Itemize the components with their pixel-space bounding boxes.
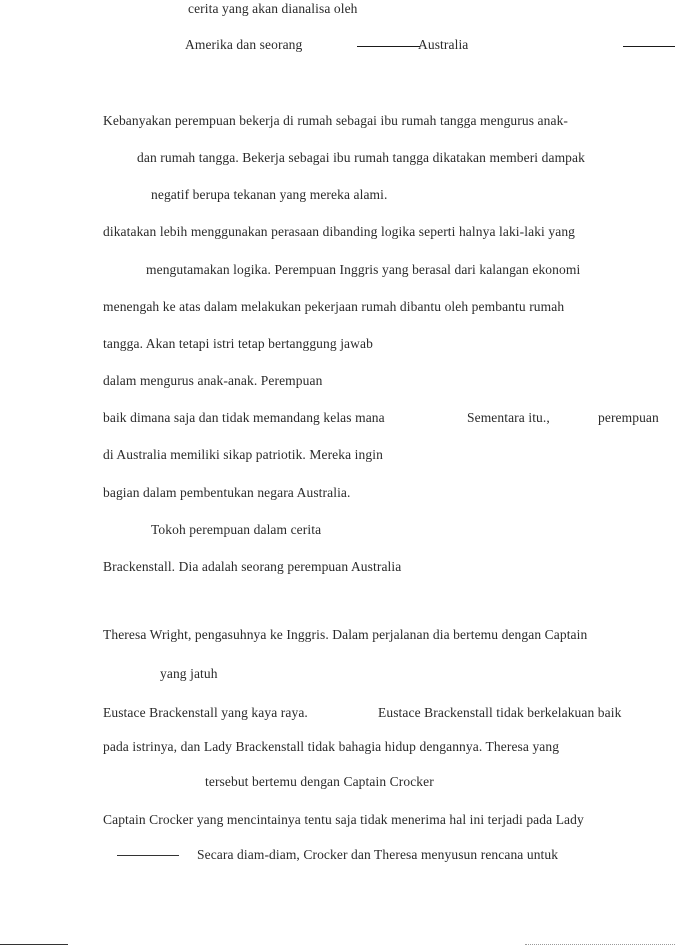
text-line: Sementara itu., [467, 410, 550, 425]
text-line: bagian dalam pembentukan negara Australia. [103, 485, 351, 500]
text-line: pada istrinya, dan Lady Brackenstall tidak bahagia hidup dengannya. Theresa yang [103, 739, 560, 754]
redaction-line [623, 46, 675, 47]
scan-artifact [525, 944, 675, 947]
text-line: yang jatuh [160, 666, 218, 681]
footnote-rule [0, 944, 68, 945]
text-line: Tokoh perempuan dalam cerita [151, 522, 322, 537]
text-line: baik dimana saja dan tidak memandang kelas mana [103, 410, 385, 425]
text-line: Brackenstall. Dia adalah seorang perempuan Australia [103, 559, 402, 574]
text-line-content: Kebanyakan perempuan bekerja di rumah sebagai ibu rumah tangga mengurus anak- [103, 113, 569, 128]
text-line: Eustace Brackenstall yang kaya raya. [103, 705, 308, 720]
text-line: Secara diam-diam, Crocker dan Theresa menyusun rencana untuk [197, 847, 559, 862]
text-line: dalam mengurus anak-anak. Perempuan [103, 373, 323, 388]
redaction-line [117, 855, 179, 856]
text-line: negatif berupa tekanan yang mereka alami. [151, 187, 388, 202]
text-line: dikatakan lebih menggunakan perasaan dibanding logika seperti halnya laki-laki yang [103, 224, 576, 239]
text-line: Eustace Brackenstall tidak berkelakuan baik [378, 705, 622, 720]
redaction-line [357, 46, 420, 47]
text-line [103, 113, 666, 129]
text-line: tangga. Akan tetapi istri tetap bertanggung jawab [103, 336, 373, 351]
text-line: menengah ke atas dalam melakukan pekerjaan rumah dibantu oleh pembantu rumah [103, 299, 565, 314]
text-line: perempuan [598, 410, 659, 425]
text-line: cerita yang akan dianalisa oleh [188, 1, 358, 16]
text-line: Australia [418, 37, 469, 52]
text-line: tersebut bertemu dengan Captain Crocker [205, 774, 434, 789]
text-line: Theresa Wright, pengasuhnya ke Inggris. Dalam perjalanan dia bertemu dengan Captain [103, 627, 588, 642]
text-line: mengutamakan logika. Perempuan Inggris yang berasal dari kalangan ekonomi [146, 262, 581, 277]
text-line: Amerika dan seorang [185, 37, 303, 52]
text-line: dan rumah tangga. Bekerja sebagai ibu rumah tangga dikatakan memberi dampak [137, 150, 585, 165]
text-line: di Australia memiliki sikap patriotik. Mereka ingin [103, 447, 383, 462]
text-line: Captain Crocker yang mencintainya tentu saja tidak menerima hal ini terjadi pada Lady [103, 812, 584, 827]
